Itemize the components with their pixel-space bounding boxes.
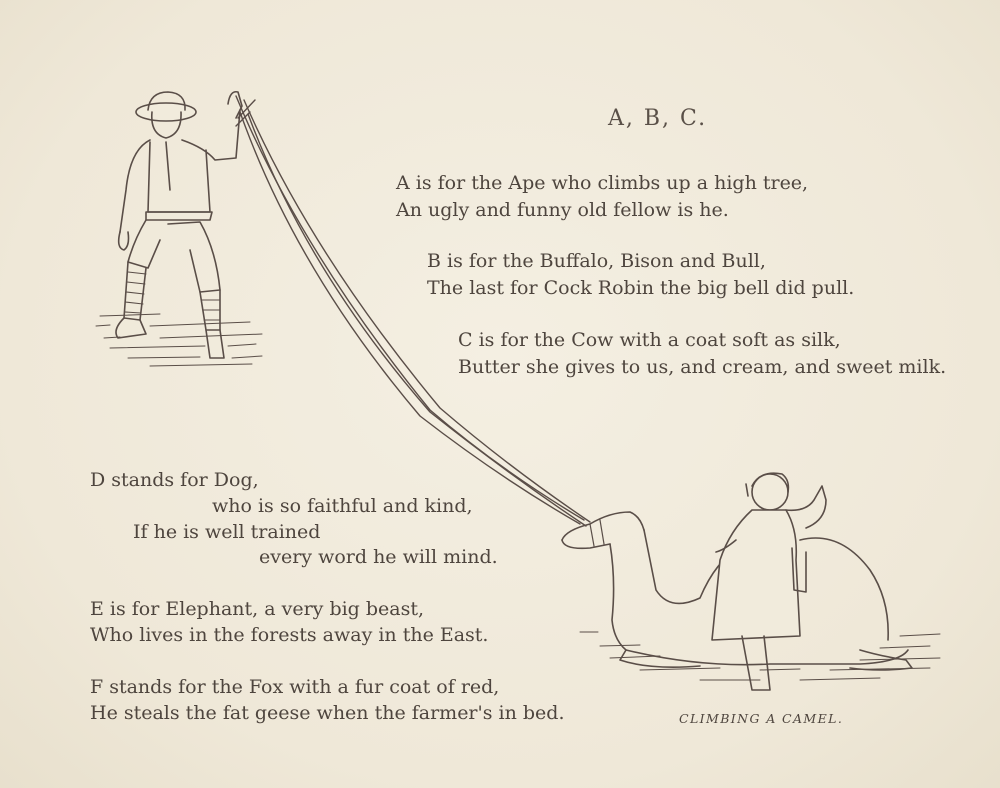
verse-c-line-2: Butter she gives to us, and cream, and sweet milk. [458, 356, 947, 378]
illustration-caption: CLIMBING A CAMEL. [679, 711, 844, 726]
verse-e-line-2: Who lives in the forests away in the East. [90, 624, 489, 646]
boy-illustration [96, 92, 262, 366]
verse-d-line-2: who is so faithful and kind, [212, 495, 473, 517]
verse-c-line-1: C is for the Cow with a coat soft as silk, [458, 329, 841, 351]
verse-d-line-3: If he is well trained [133, 521, 321, 543]
verse-d-line-1: D stands for Dog, [90, 469, 259, 491]
camel-illustration [562, 473, 940, 690]
verse-a-line-2: An ugly and funny old fellow is he. [396, 199, 729, 221]
verse-d-line-4: every word he will mind. [259, 546, 498, 568]
verse-e-line-1: E is for Elephant, a very big beast, [90, 598, 425, 620]
verse-f-line-2: He steals the fat geese when the farmer's in bed. [90, 702, 565, 724]
verse-b-line-1: B is for the Buffalo, Bison and Bull, [427, 250, 766, 272]
verse-b-line-2: The last for Cock Robin the big bell did pull. [427, 277, 855, 299]
page-title: A, B, C. [608, 106, 708, 131]
verse-f-line-1: F stands for the Fox with a fur coat of red, [90, 676, 500, 698]
reins [236, 96, 590, 526]
verse-a-line-1: A is for the Ape who climbs up a high tree, [396, 172, 809, 194]
